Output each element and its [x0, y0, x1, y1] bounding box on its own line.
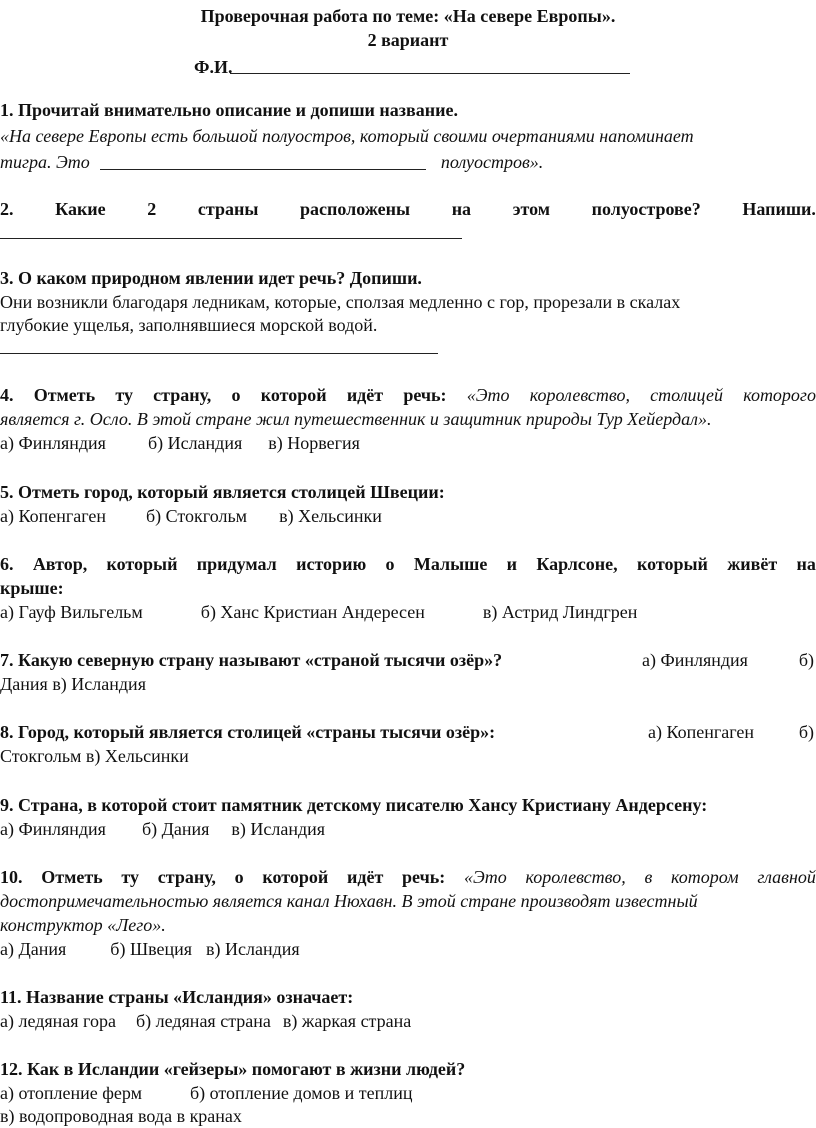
- q3-text-line2: глубокие ущелья, заполнявшиеся морской водой.: [0, 315, 378, 335]
- q1-answer-line[interactable]: [100, 151, 426, 170]
- q6-word: 6.: [0, 554, 14, 574]
- q4-option-a[interactable]: а) Финляндия: [0, 433, 106, 453]
- q10-quote-word: главной: [757, 867, 816, 887]
- q10-word: речь:: [402, 867, 446, 887]
- q7-option-b[interactable]: б): [798, 650, 814, 670]
- q7-title-line: [0, 648, 816, 672]
- q3-text-line1: Они возникли благодаря ледникам, которые, сползая медленно с гор, прорезали в скалах: [0, 292, 681, 312]
- q2-word: 2: [147, 199, 157, 219]
- q2-word: полуострове?: [591, 199, 701, 219]
- q2-title: [0, 197, 816, 221]
- q10-word: которой: [262, 867, 329, 887]
- q11-title: 11. Название страны «Исландия» означает:: [0, 987, 354, 1007]
- q7-options-line2[interactable]: Дания в) Исландия: [0, 674, 146, 694]
- q5-title: 5. Отметь город, который является столицей Швеции:: [0, 482, 445, 502]
- q3-answer-line[interactable]: [0, 353, 438, 354]
- q4-word: идёт: [346, 385, 384, 405]
- q4-word: 4.: [0, 385, 14, 405]
- q10-quote-word: в: [644, 867, 653, 887]
- q10-word: ту: [121, 867, 140, 887]
- q8-option-a[interactable]: а) Копенгаген: [648, 722, 754, 742]
- q6-word: живёт: [727, 554, 778, 574]
- q4-options: [0, 431, 816, 455]
- q5-option-b[interactable]: б) Стокгольм: [146, 506, 248, 526]
- q10-option-a[interactable]: а) Дания: [0, 939, 67, 959]
- q10-word: 10.: [0, 867, 23, 887]
- q6-title: [0, 552, 816, 576]
- q10-word: Отметь: [41, 867, 103, 887]
- q2-word: Напиши.: [742, 199, 816, 219]
- q7-title: 7. Какую северную страну называют «страной тысячи озёр»?: [0, 650, 503, 670]
- q5-option-a[interactable]: а) Копенгаген: [0, 506, 106, 526]
- q4-word: страну,: [153, 385, 212, 405]
- q4-quote-word: королевство,: [529, 385, 630, 405]
- q10-quote-word: «Это: [464, 867, 507, 887]
- q10-word: страну,: [157, 867, 216, 887]
- q10-title: [0, 865, 816, 889]
- q10-text-line3: конструктор «Лего».: [0, 915, 166, 935]
- name-label: Ф.И.: [194, 57, 233, 77]
- q5-options: [0, 504, 816, 528]
- q4-quote-word: столицей: [650, 385, 723, 405]
- q2-word: 2.: [0, 199, 14, 219]
- q6-title-line2: крыше:: [0, 578, 64, 598]
- q4-word: ту: [115, 385, 133, 405]
- q1-text-end: полуостров».: [440, 152, 544, 172]
- q6-word: Карлсоне,: [536, 554, 618, 574]
- q1-text-line1: «На севере Европы есть большой полуостров, который своими очертаниями напоминает: [0, 126, 694, 146]
- q10-text-line2: достопримечательностью является канал Нюхавн. В этой стране производят известный: [0, 891, 698, 911]
- q5-option-c[interactable]: в) Хельсинки: [279, 506, 382, 526]
- name-field-line[interactable]: [230, 73, 630, 74]
- q9-option-a[interactable]: а) Финляндия: [0, 819, 106, 839]
- q11-option-c[interactable]: в) жаркая страна: [282, 1011, 412, 1031]
- q6-word: придумал: [196, 554, 277, 574]
- q10-options: [0, 937, 816, 961]
- q2-word: страны: [197, 199, 259, 219]
- q4-word: Отметь: [33, 385, 96, 405]
- q9-title: 9. Страна, в которой стоит памятник детскому писателю Хансу Кристиану Андерсену:: [0, 795, 708, 815]
- q2-word: этом: [512, 199, 550, 219]
- q1-text-start: тигра. Это: [0, 152, 90, 172]
- q12-options-line1: [0, 1081, 816, 1105]
- q8-title-line: [0, 720, 816, 744]
- q6-option-b[interactable]: б) Ханс Кристиан Андересен: [200, 602, 425, 622]
- q7-option-a[interactable]: а) Финляндия: [642, 650, 748, 670]
- q6-word: Малыше: [413, 554, 488, 574]
- q4-word: которой: [260, 385, 327, 405]
- q9-options: [0, 817, 816, 841]
- q1-text-line2: [0, 150, 816, 174]
- q11-option-a[interactable]: а) ледяная гора: [0, 1011, 116, 1031]
- q10-option-c[interactable]: в) Исландия: [206, 939, 300, 959]
- q2-word: Какие: [55, 199, 106, 219]
- q2-word: на: [451, 199, 472, 219]
- q4-option-c[interactable]: в) Норвегия: [268, 433, 360, 453]
- q4-word: речь:: [403, 385, 447, 405]
- q4-title: [0, 383, 816, 407]
- worksheet-title: Проверочная работа по теме: «На севере Европы».: [200, 6, 616, 26]
- q9-option-b[interactable]: б) Дания: [141, 819, 210, 839]
- q8-options-line2[interactable]: Стокгольм в) Хельсинки: [0, 746, 189, 766]
- q6-word: который: [106, 554, 178, 574]
- variant-label: 2 вариант: [367, 30, 449, 50]
- q9-option-c[interactable]: в) Исландия: [231, 819, 326, 839]
- q12-option-b[interactable]: б) отопление домов и теплиц: [190, 1083, 413, 1103]
- q12-option-a[interactable]: а) отопление ферм: [0, 1083, 143, 1103]
- q4-text-line2: является г. Осло. В этой стране жил путешественник и защитник природы Тур Хейердал».: [0, 409, 712, 429]
- q4-quote-word: которого: [743, 385, 816, 405]
- q6-word: Автор,: [32, 554, 88, 574]
- q6-word: историю: [296, 554, 367, 574]
- q10-quote-word: котором: [671, 867, 739, 887]
- q2-word: расположены: [300, 199, 411, 219]
- q10-quote-word: королевство,: [525, 867, 626, 887]
- q8-option-b[interactable]: б): [798, 722, 814, 742]
- q10-word: идёт: [347, 867, 384, 887]
- q6-word: который: [636, 554, 708, 574]
- q11-options: [0, 1009, 816, 1033]
- q6-options: [0, 600, 816, 624]
- q6-word: и: [506, 554, 518, 574]
- q4-quote-word: «Это: [466, 385, 510, 405]
- q1-title: 1. Прочитай внимательно описание и допиши название.: [0, 100, 458, 120]
- q6-word: о: [385, 554, 395, 574]
- q6-option-c[interactable]: в) Астрид Линдгрен: [482, 602, 638, 622]
- q10-word: о: [234, 867, 244, 887]
- q6-word: на: [796, 554, 816, 574]
- q6-option-a[interactable]: а) Гауф Вильгельм: [0, 602, 143, 622]
- q12-option-c[interactable]: в) водопроводная вода в кранах: [0, 1106, 242, 1126]
- q4-option-b[interactable]: б) Исландия: [147, 433, 243, 453]
- q2-answer-line[interactable]: [0, 238, 462, 239]
- q4-word: о: [231, 385, 241, 405]
- q11-option-b[interactable]: б) ледяная страна: [135, 1011, 271, 1031]
- q3-title: 3. О каком природном явлении идет речь? Допиши.: [0, 268, 422, 288]
- q12-title: 12. Как в Исландии «гейзеры» помогают в жизни людей?: [0, 1059, 466, 1079]
- q10-option-b[interactable]: б) Швеция: [110, 939, 193, 959]
- q8-title: 8. Город, который является столицей «страны тысячи озёр»:: [0, 722, 496, 742]
